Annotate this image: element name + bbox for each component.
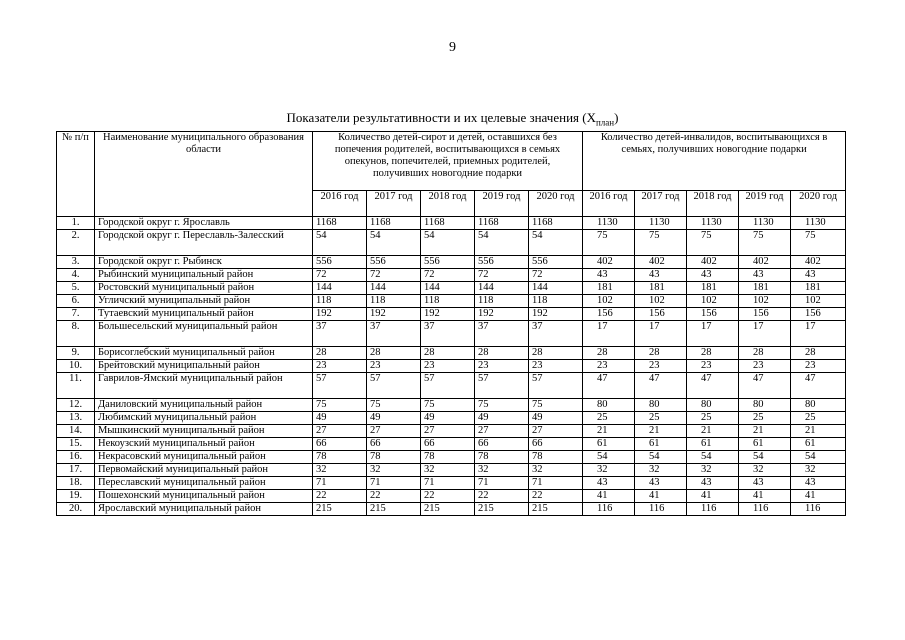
orphans-value: 27 (529, 425, 583, 438)
disabled-value: 102 (739, 295, 791, 308)
orphans-value: 22 (475, 490, 529, 503)
disabled-value: 41 (687, 490, 739, 503)
orphans-value: 72 (367, 269, 421, 282)
header-year-g1: 2016 год (313, 191, 367, 217)
orphans-value: 192 (529, 308, 583, 321)
orphans-value: 1168 (529, 217, 583, 230)
orphans-value: 27 (367, 425, 421, 438)
disabled-value: 43 (739, 477, 791, 490)
disabled-value: 116 (791, 503, 846, 516)
disabled-value: 54 (687, 451, 739, 464)
orphans-value: 57 (421, 373, 475, 399)
disabled-value: 75 (583, 230, 635, 256)
orphans-value: 192 (475, 308, 529, 321)
disabled-value: 43 (739, 269, 791, 282)
disabled-value: 75 (635, 230, 687, 256)
orphans-value: 215 (475, 503, 529, 516)
orphans-value: 22 (529, 490, 583, 503)
orphans-value: 72 (313, 269, 367, 282)
disabled-value: 61 (583, 438, 635, 451)
disabled-value: 28 (583, 347, 635, 360)
orphans-value: 78 (421, 451, 475, 464)
orphans-value: 22 (421, 490, 475, 503)
row-number: 5. (57, 282, 95, 295)
orphans-value: 78 (313, 451, 367, 464)
row-number: 20. (57, 503, 95, 516)
disabled-value: 32 (583, 464, 635, 477)
disabled-value: 402 (583, 256, 635, 269)
disabled-value: 21 (739, 425, 791, 438)
disabled-value: 181 (739, 282, 791, 295)
municipality-name: Переславский муниципальный район (95, 477, 313, 490)
disabled-value: 17 (635, 321, 687, 347)
disabled-value: 28 (635, 347, 687, 360)
disabled-value: 25 (791, 412, 846, 425)
orphans-value: 1168 (475, 217, 529, 230)
disabled-value: 54 (739, 451, 791, 464)
orphans-value: 22 (367, 490, 421, 503)
disabled-value: 21 (687, 425, 739, 438)
disabled-value: 28 (739, 347, 791, 360)
orphans-value: 78 (367, 451, 421, 464)
disabled-value: 32 (739, 464, 791, 477)
orphans-value: 118 (529, 295, 583, 308)
disabled-value: 23 (791, 360, 846, 373)
orphans-value: 27 (313, 425, 367, 438)
header-group-orphans: Количество детей-сирот и детей, оставшихся без попечения родителей, воспитывающихся в семьях опекунов, попечителей, приемных родителей, получивших новогодние подарки (313, 132, 583, 191)
orphans-value: 556 (421, 256, 475, 269)
orphans-value: 71 (475, 477, 529, 490)
title-text: Показатели результативности и их целевые значения (X (286, 110, 596, 125)
orphans-value: 75 (421, 399, 475, 412)
orphans-value: 144 (475, 282, 529, 295)
table-row (57, 282, 846, 295)
orphans-value: 75 (313, 399, 367, 412)
disabled-value: 23 (739, 360, 791, 373)
disabled-value: 102 (635, 295, 687, 308)
row-number: 10. (57, 360, 95, 373)
header-year-g2: 2016 год (583, 191, 635, 217)
orphans-value: 54 (313, 230, 367, 256)
row-number: 4. (57, 269, 95, 282)
orphans-value: 75 (475, 399, 529, 412)
row-number: 19. (57, 490, 95, 503)
title-suffix: ) (614, 110, 619, 125)
disabled-value: 102 (687, 295, 739, 308)
disabled-value: 102 (583, 295, 635, 308)
disabled-value: 156 (635, 308, 687, 321)
municipality-name: Ростовский муниципальный район (95, 282, 313, 295)
disabled-value: 21 (635, 425, 687, 438)
disabled-value: 25 (635, 412, 687, 425)
orphans-value: 66 (475, 438, 529, 451)
header-year-g2: 2020 год (791, 191, 846, 217)
disabled-value: 116 (635, 503, 687, 516)
orphans-value: 54 (421, 230, 475, 256)
orphans-value: 192 (313, 308, 367, 321)
disabled-value: 47 (791, 373, 846, 399)
orphans-value: 49 (313, 412, 367, 425)
disabled-value: 28 (687, 347, 739, 360)
orphans-value: 49 (529, 412, 583, 425)
disabled-value: 47 (687, 373, 739, 399)
disabled-value: 156 (583, 308, 635, 321)
orphans-value: 27 (475, 425, 529, 438)
municipality-name: Пошехонский муниципальный район (95, 490, 313, 503)
municipality-name: Гаврилов-Ямский муниципальный район (95, 373, 313, 399)
orphans-value: 1168 (313, 217, 367, 230)
disabled-value: 80 (583, 399, 635, 412)
disabled-value: 402 (687, 256, 739, 269)
municipality-name: Некрасовский муниципальный район (95, 451, 313, 464)
orphans-value: 78 (475, 451, 529, 464)
page-number: 9 (449, 40, 456, 55)
orphans-value: 23 (529, 360, 583, 373)
disabled-value: 156 (791, 308, 846, 321)
row-number: 13. (57, 412, 95, 425)
header-year-g2: 2018 год (687, 191, 739, 217)
disabled-value: 21 (583, 425, 635, 438)
orphans-value: 144 (529, 282, 583, 295)
disabled-value: 47 (583, 373, 635, 399)
orphans-value: 37 (421, 321, 475, 347)
table-row (57, 230, 846, 256)
orphans-value: 32 (475, 464, 529, 477)
orphans-value: 556 (367, 256, 421, 269)
row-number: 12. (57, 399, 95, 412)
disabled-value: 80 (791, 399, 846, 412)
disabled-value: 43 (583, 269, 635, 282)
orphans-value: 32 (367, 464, 421, 477)
orphans-value: 54 (529, 230, 583, 256)
row-number: 14. (57, 425, 95, 438)
orphans-value: 23 (367, 360, 421, 373)
disabled-value: 47 (739, 373, 791, 399)
disabled-value: 43 (791, 477, 846, 490)
orphans-value: 75 (367, 399, 421, 412)
orphans-value: 28 (367, 347, 421, 360)
disabled-value: 41 (635, 490, 687, 503)
disabled-value: 17 (583, 321, 635, 347)
orphans-value: 72 (475, 269, 529, 282)
header-group-disabled: Количество детей-инвалидов, воспитывающихся в семьях, получивших новогодние подарки (583, 132, 846, 191)
orphans-value: 32 (313, 464, 367, 477)
row-number: 11. (57, 373, 95, 399)
row-number: 17. (57, 464, 95, 477)
table-row (57, 321, 846, 347)
disabled-value: 32 (687, 464, 739, 477)
municipality-name: Городской округ г. Переславль-Залесский (95, 230, 313, 256)
orphans-value: 57 (313, 373, 367, 399)
disabled-value: 54 (635, 451, 687, 464)
orphans-value: 32 (421, 464, 475, 477)
orphans-value: 27 (421, 425, 475, 438)
disabled-value: 17 (739, 321, 791, 347)
orphans-value: 1168 (421, 217, 475, 230)
table-row (57, 490, 846, 503)
disabled-value: 23 (687, 360, 739, 373)
municipality-name: Первомайский муниципальный район (95, 464, 313, 477)
orphans-value: 49 (475, 412, 529, 425)
disabled-value: 25 (687, 412, 739, 425)
disabled-value: 80 (635, 399, 687, 412)
orphans-value: 71 (421, 477, 475, 490)
disabled-value: 28 (791, 347, 846, 360)
orphans-value: 1168 (367, 217, 421, 230)
disabled-value: 102 (791, 295, 846, 308)
orphans-value: 28 (313, 347, 367, 360)
disabled-value: 61 (635, 438, 687, 451)
disabled-value: 54 (791, 451, 846, 464)
orphans-value: 57 (367, 373, 421, 399)
orphans-value: 118 (367, 295, 421, 308)
disabled-value: 21 (791, 425, 846, 438)
disabled-value: 181 (791, 282, 846, 295)
orphans-value: 144 (313, 282, 367, 295)
orphans-value: 66 (367, 438, 421, 451)
orphans-value: 72 (421, 269, 475, 282)
table-row (57, 373, 846, 399)
orphans-value: 23 (475, 360, 529, 373)
orphans-value: 71 (313, 477, 367, 490)
table-row (57, 477, 846, 490)
orphans-value: 32 (529, 464, 583, 477)
disabled-value: 43 (583, 477, 635, 490)
orphans-value: 49 (367, 412, 421, 425)
orphans-value: 556 (529, 256, 583, 269)
disabled-value: 61 (687, 438, 739, 451)
orphans-value: 215 (367, 503, 421, 516)
municipality-name: Мышкинский муниципальный район (95, 425, 313, 438)
orphans-value: 54 (475, 230, 529, 256)
orphans-value: 37 (367, 321, 421, 347)
header-year-g1: 2018 год (421, 191, 475, 217)
disabled-value: 1130 (791, 217, 846, 230)
orphans-value: 215 (421, 503, 475, 516)
disabled-value: 25 (739, 412, 791, 425)
row-number: 15. (57, 438, 95, 451)
orphans-value: 23 (421, 360, 475, 373)
municipality-name: Рыбинский муниципальный район (95, 269, 313, 282)
table-row (57, 360, 846, 373)
disabled-value: 80 (739, 399, 791, 412)
disabled-value: 116 (583, 503, 635, 516)
orphans-value: 66 (421, 438, 475, 451)
disabled-value: 116 (687, 503, 739, 516)
disabled-value: 54 (583, 451, 635, 464)
indicators-table (56, 131, 846, 516)
orphans-value: 118 (475, 295, 529, 308)
disabled-value: 23 (635, 360, 687, 373)
disabled-value: 402 (791, 256, 846, 269)
orphans-value: 66 (529, 438, 583, 451)
orphans-value: 22 (313, 490, 367, 503)
row-number: 16. (57, 451, 95, 464)
orphans-value: 192 (421, 308, 475, 321)
orphans-value: 23 (313, 360, 367, 373)
disabled-value: 43 (635, 477, 687, 490)
row-number: 2. (57, 230, 95, 256)
orphans-value: 215 (529, 503, 583, 516)
disabled-value: 1130 (687, 217, 739, 230)
orphans-value: 556 (475, 256, 529, 269)
disabled-value: 43 (791, 269, 846, 282)
orphans-value: 28 (529, 347, 583, 360)
header-num: № п/п (57, 132, 95, 217)
municipality-name: Любимский муниципальный район (95, 412, 313, 425)
header-year-g1: 2019 год (475, 191, 529, 217)
disabled-value: 43 (687, 269, 739, 282)
table-row (57, 256, 846, 269)
table-row (57, 295, 846, 308)
disabled-value: 43 (687, 477, 739, 490)
header-year-g2: 2019 год (739, 191, 791, 217)
orphans-value: 118 (313, 295, 367, 308)
disabled-value: 181 (635, 282, 687, 295)
orphans-value: 54 (367, 230, 421, 256)
row-number: 1. (57, 217, 95, 230)
disabled-value: 25 (583, 412, 635, 425)
header-year-g1: 2020 год (529, 191, 583, 217)
table-row (57, 425, 846, 438)
orphans-value: 72 (529, 269, 583, 282)
row-number: 7. (57, 308, 95, 321)
disabled-value: 181 (687, 282, 739, 295)
table-row (57, 347, 846, 360)
header-year-g1: 2017 год (367, 191, 421, 217)
disabled-value: 43 (635, 269, 687, 282)
orphans-value: 57 (529, 373, 583, 399)
orphans-value: 192 (367, 308, 421, 321)
title-subscript: план (595, 117, 615, 128)
orphans-value: 71 (367, 477, 421, 490)
orphans-value: 144 (421, 282, 475, 295)
disabled-value: 61 (739, 438, 791, 451)
municipality-name: Некоузский муниципальный район (95, 438, 313, 451)
municipality-name: Большесельский муниципальный район (95, 321, 313, 347)
table-row (57, 269, 846, 282)
disabled-value: 181 (583, 282, 635, 295)
disabled-value: 32 (791, 464, 846, 477)
disabled-value: 1130 (739, 217, 791, 230)
disabled-value: 75 (687, 230, 739, 256)
orphans-value: 37 (475, 321, 529, 347)
disabled-value: 41 (739, 490, 791, 503)
municipality-name: Ярославский муниципальный район (95, 503, 313, 516)
orphans-value: 49 (421, 412, 475, 425)
row-number: 3. (57, 256, 95, 269)
table-row (57, 451, 846, 464)
orphans-value: 57 (475, 373, 529, 399)
header-year-g2: 2017 год (635, 191, 687, 217)
orphans-value: 75 (529, 399, 583, 412)
orphans-value: 37 (529, 321, 583, 347)
disabled-value: 156 (739, 308, 791, 321)
orphans-value: 28 (475, 347, 529, 360)
row-number: 18. (57, 477, 95, 490)
row-number: 8. (57, 321, 95, 347)
disabled-value: 41 (791, 490, 846, 503)
disabled-value: 402 (739, 256, 791, 269)
orphans-value: 66 (313, 438, 367, 451)
table-row (57, 308, 846, 321)
orphans-value: 215 (313, 503, 367, 516)
disabled-value: 75 (739, 230, 791, 256)
municipality-name: Брейтовский муниципальный район (95, 360, 313, 373)
disabled-value: 17 (687, 321, 739, 347)
orphans-value: 71 (529, 477, 583, 490)
municipality-name: Угличский муниципальный район (95, 295, 313, 308)
table-row (57, 503, 846, 516)
municipality-name: Городской округ г. Ярославль (95, 217, 313, 230)
table-row (57, 464, 846, 477)
disabled-value: 402 (635, 256, 687, 269)
disabled-value: 1130 (583, 217, 635, 230)
disabled-value: 80 (687, 399, 739, 412)
disabled-value: 75 (791, 230, 846, 256)
municipality-name: Тутаевский муниципальный район (95, 308, 313, 321)
municipality-name: Городской округ г. Рыбинск (95, 256, 313, 269)
disabled-value: 41 (583, 490, 635, 503)
document-title (0, 110, 905, 128)
disabled-value: 32 (635, 464, 687, 477)
disabled-value: 23 (583, 360, 635, 373)
orphans-value: 118 (421, 295, 475, 308)
header-name: Наименование муниципального образования области (95, 132, 313, 217)
table-row (57, 412, 846, 425)
orphans-value: 78 (529, 451, 583, 464)
table-row (57, 399, 846, 412)
orphans-value: 556 (313, 256, 367, 269)
row-number: 9. (57, 347, 95, 360)
municipality-name: Даниловский муниципальный район (95, 399, 313, 412)
orphans-value: 144 (367, 282, 421, 295)
disabled-value: 47 (635, 373, 687, 399)
disabled-value: 61 (791, 438, 846, 451)
municipality-name: Борисоглебский муниципальный район (95, 347, 313, 360)
disabled-value: 116 (739, 503, 791, 516)
table-row (57, 438, 846, 451)
orphans-value: 28 (421, 347, 475, 360)
orphans-value: 37 (313, 321, 367, 347)
disabled-value: 17 (791, 321, 846, 347)
table-row (57, 217, 846, 230)
row-number: 6. (57, 295, 95, 308)
disabled-value: 156 (687, 308, 739, 321)
disabled-value: 1130 (635, 217, 687, 230)
